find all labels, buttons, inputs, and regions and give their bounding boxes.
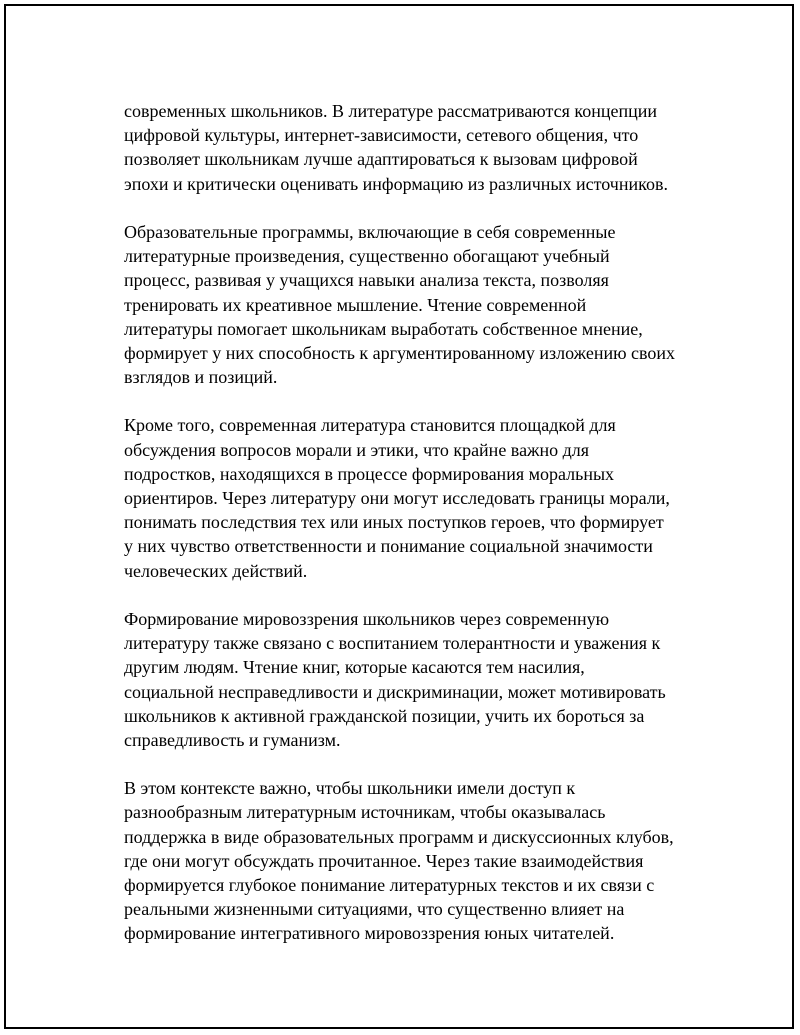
text-line: Формирование мировоззрения школьников через современную (124, 608, 610, 629)
text-line: другим людям. Чтение книг, которые касаются тем насилия, (124, 657, 585, 678)
text-line: разнообразным литературным источникам, чтобы оказывалась (124, 802, 606, 823)
paragraph (124, 607, 704, 752)
paragraph-spacer (124, 389, 704, 413)
text-line: поддержка в виде образовательных программ и дискуссионных клубов, (124, 826, 674, 847)
paragraph (124, 220, 704, 389)
paragraph-spacer (124, 752, 704, 776)
text-line: Образовательные программы, включающие в себя современные (124, 221, 616, 242)
text-line: школьников к активной гражданской позиции, учить их бороться за (124, 705, 645, 726)
text-line: формирование интегративного мировоззрения юных читателей. (124, 923, 615, 944)
text-line: где они могут обсуждать прочитанное. Через такие взаимодействия (124, 850, 644, 871)
paragraph (124, 99, 704, 196)
text-line: обсуждения вопросов морали и этики, что крайне важно для (124, 439, 590, 460)
text-line: взглядов и позиций. (124, 367, 278, 388)
text-line: формируется глубокое понимание литературных текстов и их связи с (124, 875, 655, 895)
text-line: понимать последствия тех или иных поступков героев, что формирует (124, 512, 664, 533)
paragraph (124, 413, 704, 582)
text-line: В этом контексте важно, чтобы школьники имели доступ к (124, 778, 576, 799)
text-line: литературы помогает школьникам выработать собственное мнение, (124, 318, 643, 339)
paragraph-spacer (124, 196, 704, 220)
text-line: эпохи и критически оценивать информацию из различных источников. (124, 173, 668, 194)
text-line: ориентиров. Через литературу они могут исследовать границы морали, (124, 488, 670, 508)
text-line: социальной несправедливости и дискриминации, может мотивировать (124, 681, 666, 702)
text-line: литературные произведения, существенно обогащают учебный (124, 246, 610, 267)
text-line: позволяет школьникам лучше адаптироваться к вызовам цифровой (124, 149, 638, 170)
text-line: формирует у них способность к аргументированному изложению своих (124, 342, 676, 363)
page-border (4, 4, 794, 1029)
paragraph-spacer (124, 583, 704, 607)
text-line: тренировать их креативное мышление. Чтение современной (124, 294, 587, 315)
text-line: справедливость и гуманизм. (124, 729, 341, 750)
text-line: литературу также связано с воспитанием толерантности и уважения к (124, 633, 661, 654)
text-line: современных школьников. В литературе рассматриваются концепции (124, 101, 657, 121)
paragraph (124, 776, 704, 945)
text-line: цифровой культуры, интернет-зависимости, сетевого общения, что (124, 125, 639, 146)
text-line: у них чувство ответственности и понимание социальной значимости (124, 536, 653, 557)
text-line: Кроме того, современная литература становится площадкой для (124, 415, 616, 436)
text-line: человеческих действий. (124, 560, 308, 581)
document-body (124, 99, 704, 946)
text-line: реальными жизненными ситуациями, что существенно влияет на (124, 899, 625, 920)
text-line: подростков, находящихся в процессе формирования моральных (124, 463, 615, 484)
text-line: процесс, развивая у учащихся навыки анализа текста, позволяя (124, 270, 609, 291)
